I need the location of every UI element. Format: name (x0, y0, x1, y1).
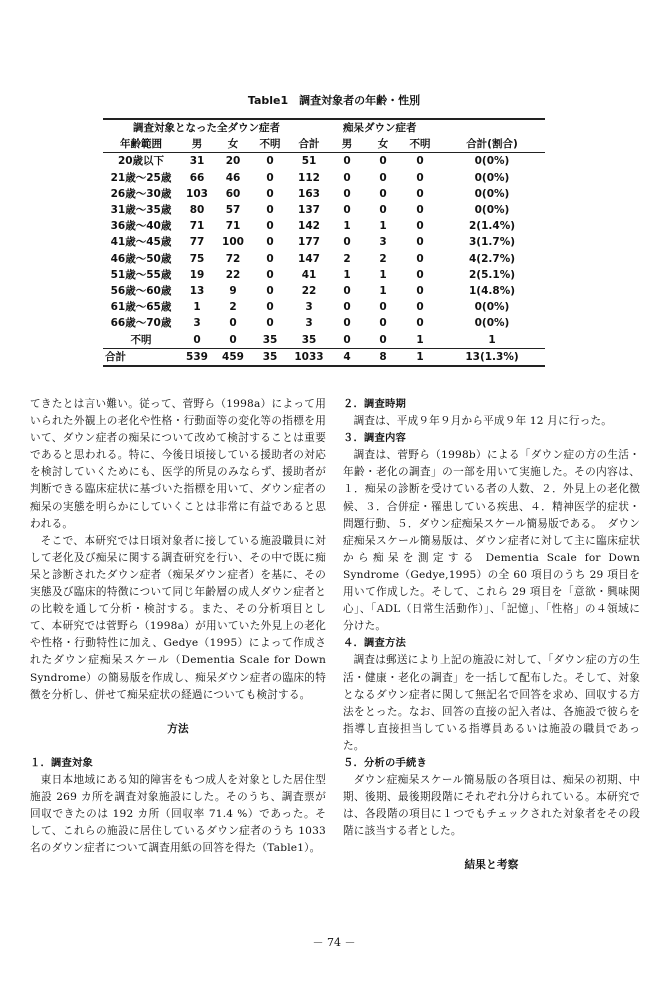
table-cell: 0 (416, 252, 424, 265)
table-row (103, 186, 545, 202)
table-cell: 0 (266, 155, 274, 168)
table-cell: 0 (266, 187, 274, 200)
table-row (103, 218, 545, 234)
total-cell: 13(1.3%) (439, 348, 545, 366)
table-group-header-row (103, 119, 545, 136)
table-cell: 2(1.4%) (468, 220, 516, 233)
table-row (103, 234, 545, 250)
table-cell: 1 (379, 220, 387, 233)
table-cell: 51 (301, 155, 317, 168)
table-cell: 35 (301, 333, 317, 346)
table-cell: 77 (189, 236, 205, 249)
table-row (103, 170, 545, 186)
subheading-period: ２．調査時期 (343, 398, 406, 410)
column-header: 不明 (251, 136, 289, 153)
table-cell: 0 (343, 284, 351, 297)
table-cell: 1 (343, 268, 351, 281)
table-total-row (103, 348, 545, 366)
age-range-cell: 46歳～50歳 (110, 252, 172, 265)
column-header: 女 (215, 136, 251, 153)
table-cell: 100 (222, 236, 244, 249)
table-cell: 0(0%) (474, 301, 510, 314)
table-cell: 0 (343, 204, 351, 217)
table-row (103, 331, 545, 348)
subheading-analysis: ５．分析の手続き (343, 756, 427, 769)
column-header: 合計(割合) (439, 136, 545, 153)
results-heading: 結果と考察 (464, 859, 519, 872)
column-header: 男 (329, 136, 365, 153)
table-cell: 1 (416, 333, 424, 346)
table-cell: 0 (266, 236, 274, 249)
intro-paragraph-purpose: そこで、本研究では日頃対象者に接している施設職員に対して老化及び痴呆に関する調査研究を行い、その中で既に痴呆と診断されたダウン症者（痴呆ダウン症者）を基に、その実態及び臨床的特徴について同じ年齢層の成人ダウン症者との比較を通して分析・検討する。また、その分析項目として、本研究では菅野ら（1998a）が用いていた外見上の老化や性格・行動特性に加え、Gedye（1995）によって作成されたダウン症痴呆スケール（Dementia Scale for Down Syndrome）の簡易版を作成し、痴呆ダウン症者の臨床的特徴を分析し、併せて痴呆症状の経過についても検討する。 (30, 534, 326, 701)
table-cell: 137 (298, 204, 320, 217)
subheading-method: ４．調査方法 (343, 637, 406, 650)
table-cell: 41 (301, 268, 317, 281)
table-cell: 71 (225, 220, 241, 233)
left-column (30, 396, 326, 857)
total-cell: 35 (251, 348, 289, 366)
age-range-cell: 不明 (130, 333, 152, 346)
page-number: － 74 － (312, 936, 356, 949)
column-header: 男 (179, 136, 215, 153)
table-row (103, 202, 545, 218)
table-cell: 22 (225, 268, 241, 281)
table-cell: 66 (189, 171, 205, 184)
intro-paragraph-end: てきたとは言い難い。従って、菅野ら（1998a）によって用いられた外観上の老化や性格・行動面等の変化等の指標を用いて、ダウン症者の痴呆について改めて検討することは重要であると思われる。特に、今後日頃接している援助者の対応を検討していくためにも、医学的所見のみならず、援助者が判断できる臨床症状に基づいた指標を用いて、ダウン症者の痴呆の実態を明らかにしていくことは非常に有益であると思われる。 (30, 398, 326, 530)
table-cell: 0 (266, 171, 274, 184)
table-cell: 1 (379, 268, 387, 281)
table-cell: 0 (229, 333, 237, 346)
subheading-contents: ３．調査内容 (343, 432, 406, 445)
table-cell: 0 (416, 204, 424, 217)
table-cell: 0 (416, 171, 424, 184)
table-cell: 0 (416, 236, 424, 249)
total-cell: 8 (365, 348, 401, 366)
table-cell: 2 (229, 301, 237, 314)
table-row (103, 315, 545, 331)
table-cell: 2 (343, 252, 351, 265)
column-header: 合計 (289, 136, 329, 153)
total-cell: 4 (329, 348, 365, 366)
table-cell: 3 (379, 236, 387, 249)
table-cell: 0(0%) (474, 204, 510, 217)
table-cell: 0 (266, 204, 274, 217)
age-range-cell: 20歳以下 (117, 155, 165, 168)
table-cell: 2 (379, 252, 387, 265)
table-cell: 0 (416, 317, 424, 330)
table-cell: 9 (229, 284, 237, 297)
table-cell: 177 (298, 236, 320, 249)
table-cell: 103 (186, 187, 208, 200)
table-cell: 0 (379, 155, 387, 168)
table-cell: 0 (379, 187, 387, 200)
table-cell: 1 (379, 284, 387, 297)
table-cell: 147 (298, 252, 320, 265)
table-cell: 0 (416, 301, 424, 314)
total-cell: 1 (401, 348, 439, 366)
table-cell: 0(0%) (474, 187, 510, 200)
age-range-cell: 66歳～70歳 (110, 317, 172, 330)
table-cell: 0 (266, 268, 274, 281)
table-cell: 142 (298, 220, 320, 233)
table-cell: 0 (416, 155, 424, 168)
total-cell: 1033 (289, 348, 329, 366)
column-header: 女 (365, 136, 401, 153)
table-cell: 0 (266, 220, 274, 233)
table-cell: 163 (298, 187, 320, 200)
table-cell: 0 (343, 187, 351, 200)
table-cell: 80 (189, 204, 205, 217)
table-cell: 1(4.8%) (468, 284, 516, 297)
table-cell: 0 (343, 301, 351, 314)
table-cell: 0 (343, 155, 351, 168)
table-cell: 112 (298, 171, 320, 184)
total-label: 合計 (103, 348, 179, 366)
table-cell: 1 (488, 333, 496, 346)
table-cell: 3(1.7%) (468, 236, 516, 249)
table-title: Table1 調査対象者の年齢・性別 (247, 94, 421, 107)
table-cell: 0(0%) (474, 155, 510, 168)
right-column (343, 396, 640, 875)
table-cell: 0 (416, 268, 424, 281)
paragraph-contents: 調査は、菅野ら（1998b）による「ダウン症の方の生活・年齢・老化の調査」の一部を用いて実施した。その内容は、１．痴呆の診断を受けている者の人数、２．外見上の老化徴候、３．合併症・罹患している疾患、４．精神医学的症状・問題行動、５．ダウン症痴呆スケール簡易版である。 ダウン症痴呆スケール簡易版は、ダウン症者に対して主に臨床症状から痴呆を測定する Dementia Scale for Down Syndrome（Gedye,1995）の全 60 項目のうち 29 項目を用いて作成した。そして、これら 29 項目を「意欲・興味関心」、「ADL（日常生活動作）」、「記憶」、「性格」の４領域に分けた。 (343, 449, 640, 633)
paragraph-subjects: 東日本地域にある知的障害をもつ成人を対象とした居住型施設 269 カ所を調査対象施設にした。そのうち、調査票が回収できたのは 192 カ所（回収率 71.4 %）であった。そして、これらの施設に居住しているダウン症者のうち 1033 名のダウン症者について調査用紙の回答を得た（Table1）。 (30, 773, 326, 855)
age-range-cell: 26歳～30歳 (110, 187, 172, 200)
table-cell: 0 (343, 236, 351, 249)
table-cell: 0 (266, 252, 274, 265)
age-range-cell: 61歳～65歳 (110, 301, 172, 314)
table-cell: 20 (225, 155, 241, 168)
age-range-cell: 56歳～60歳 (110, 284, 172, 297)
paragraph-analysis: ダウン症痴呆スケール簡易版の各項目は、痴呆の初期、中期、後期、最後期段階にそれぞれ分けられている。本研究では、各段階の項目に１つでもチェックされた対象者をその段階に該当する者とした。 (343, 774, 640, 838)
table-column-header-row (103, 136, 545, 153)
table-cell: 0 (343, 317, 351, 330)
group-header-all: 調査対象となった全ダウン症者 (103, 119, 329, 136)
group-header-dementia: 痴呆ダウン症者 (329, 119, 545, 136)
table-cell: 31 (189, 155, 205, 168)
table-cell: 19 (189, 268, 205, 281)
table-cell: 57 (225, 204, 241, 217)
table-cell: 2(5.1%) (468, 268, 516, 281)
total-cell: 539 (179, 348, 215, 366)
column-header: 年齢範囲 (103, 136, 179, 153)
table-cell: 3 (305, 301, 313, 314)
table-cell: 3 (193, 317, 201, 330)
table-cell: 0 (379, 317, 387, 330)
paragraph-method: 調査は郵送により上記の施設に対して、「ダウン症の方の生活・健康・老化の調査」を一括して配布した。そして、対象となるダウン症者に関して無記名で回答を求め、回収する方法をとった。なお、回答の直接の記入者は、各施設で彼らを指導し直接担当している指導員あるいは施設の職員であった。 (343, 654, 640, 752)
column-header: 不明 (401, 136, 439, 153)
table-row (103, 283, 545, 299)
age-range-cell: 51歳～55歳 (110, 268, 172, 281)
table-cell: 0 (379, 301, 387, 314)
methods-heading: 方法 (167, 722, 189, 735)
table-cell: 46 (225, 171, 241, 184)
table-cell: 22 (301, 284, 317, 297)
table-cell: 0 (229, 317, 237, 330)
table-row (103, 153, 545, 170)
table-cell: 1 (343, 220, 351, 233)
table-cell: 0 (379, 204, 387, 217)
table-cell: 0(0%) (474, 317, 510, 330)
table-row (103, 251, 545, 267)
table-cell: 0 (379, 333, 387, 346)
table-cell: 0 (266, 317, 274, 330)
table-cell: 0(0%) (474, 171, 510, 184)
table-cell: 71 (189, 220, 205, 233)
table-row (103, 267, 545, 283)
table-cell: 1 (193, 301, 201, 314)
subheading-subjects: １．調査対象 (30, 756, 93, 769)
age-range-cell: 41歳～45歳 (110, 236, 172, 249)
table-cell: 75 (189, 252, 205, 265)
age-range-cell: 36歳～40歳 (110, 220, 172, 233)
total-cell: 459 (215, 348, 251, 366)
table-row (103, 299, 545, 315)
table-cell: 3 (305, 317, 313, 330)
table-cell: 0 (379, 171, 387, 184)
table-cell: 13 (189, 284, 205, 297)
table-cell: 4(2.7%) (468, 252, 516, 265)
table-cell: 0 (416, 220, 424, 233)
table-cell: 72 (225, 252, 241, 265)
table-cell: 60 (225, 187, 241, 200)
table-cell: 0 (343, 171, 351, 184)
table-cell: 0 (416, 187, 424, 200)
table-cell: 0 (416, 284, 424, 297)
table-cell: 0 (266, 284, 274, 297)
age-range-cell: 21歳～25歳 (110, 171, 172, 184)
table-1 (103, 118, 545, 367)
table-cell: 0 (193, 333, 201, 346)
age-range-cell: 31歳～35歳 (110, 204, 172, 217)
table-cell: 0 (266, 301, 274, 314)
table-cell: 0 (343, 333, 351, 346)
paragraph-period: 調査は、平成９年９月から平成９年 12 月に行った。 (353, 415, 613, 428)
table-cell: 35 (262, 333, 278, 346)
